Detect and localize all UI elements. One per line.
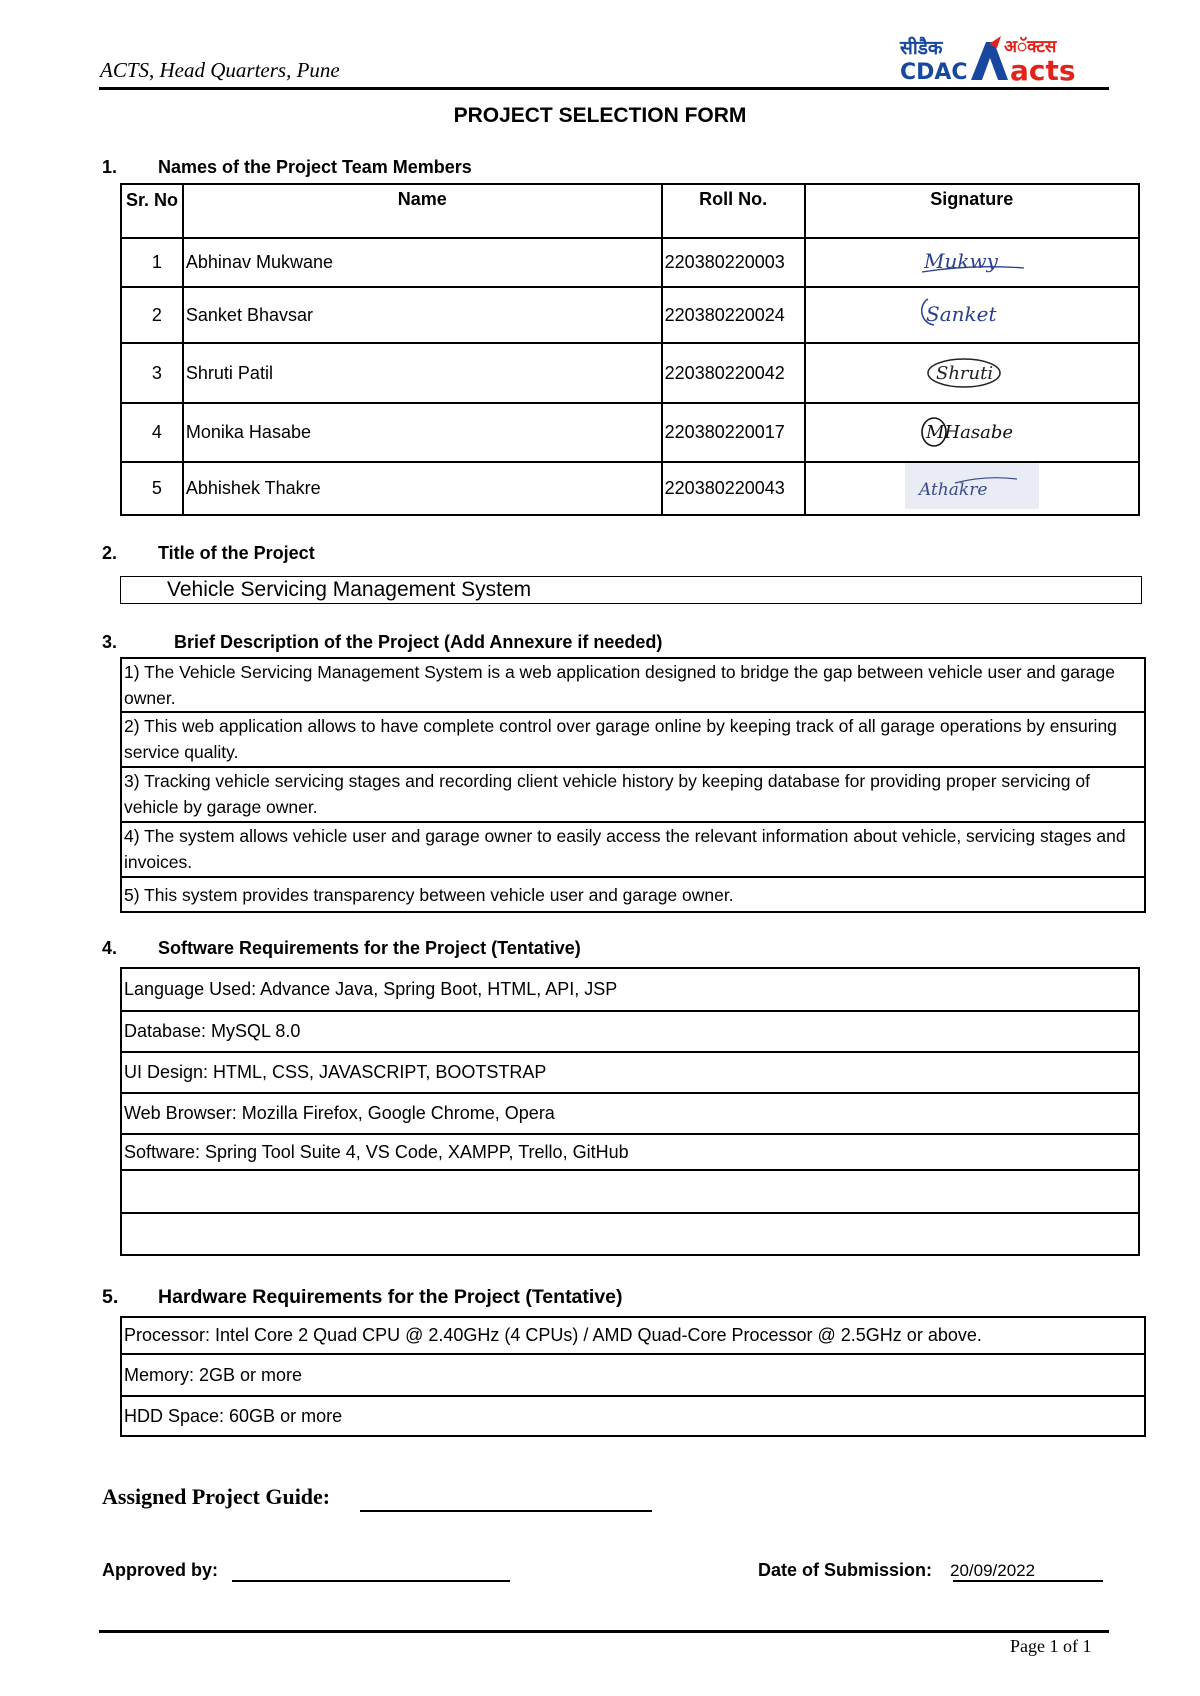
description-item: 2) This web application allows to have complete control over garage online by keeping track of all garage operations by ensuring service quality.: [121, 712, 1145, 767]
table-row: [121, 712, 1145, 767]
signature: [805, 403, 1139, 462]
hardware-item: Memory: 2GB or more: [121, 1354, 1145, 1396]
page-number: Page 1 of 1: [1010, 1636, 1092, 1656]
svg-text:Athakre: Athakre: [918, 480, 988, 500]
table-row: [121, 822, 1145, 877]
col-signature: Signature: [805, 184, 1139, 238]
software-item: [121, 1170, 1139, 1213]
section4-heading: 4. Software Requirements for the Project (Tentative): [102, 938, 581, 958]
svg-text:अॅक्टस: अॅक्टस: [1004, 37, 1057, 57]
software-item: Database: MySQL 8.0: [121, 1011, 1139, 1052]
table-row: [121, 1052, 1139, 1093]
member-name: Shruti Patil: [183, 343, 662, 403]
table-row: [121, 767, 1145, 822]
sr-no: 5: [121, 462, 183, 515]
svg-text:सीडैक: सीडैक: [900, 37, 943, 59]
col-roll-no: Roll No.: [662, 184, 805, 238]
svg-text:MHasabe: MHasabe: [925, 422, 1013, 443]
project-title-field: [120, 576, 1142, 604]
signature: [805, 343, 1139, 403]
project-title: Vehicle Servicing Management System: [167, 578, 532, 601]
table-row: [121, 287, 1139, 343]
software-item: Software: Spring Tool Suite 4, VS Code, XAMPP, Trello, GitHub: [121, 1134, 1139, 1170]
section1-heading: 1. Names of the Project Team Members: [102, 157, 472, 177]
roll-no: 220380220024: [662, 287, 805, 343]
table-row: [121, 1396, 1145, 1436]
table-row: [121, 462, 1139, 515]
table-row: [121, 1170, 1139, 1213]
section3-heading: 3. Brief Description of the Project (Add Annexure if needed): [102, 632, 663, 652]
software-item: [121, 1213, 1139, 1255]
signature: [805, 287, 1139, 343]
sr-no: 4: [121, 403, 183, 462]
software-requirements-table: [120, 967, 1140, 1256]
signature-image: [912, 293, 1032, 333]
sr-no: 2: [121, 287, 183, 343]
roll-no: 220380220003: [662, 238, 805, 287]
table-row: [121, 403, 1139, 462]
team-members-table: [120, 183, 1140, 516]
table-row: [121, 877, 1145, 912]
table-row: [121, 1134, 1139, 1170]
member-name: Abhishek Thakre: [183, 462, 662, 515]
signature: [805, 238, 1139, 287]
table-row: [121, 1011, 1139, 1052]
signature-image: [912, 410, 1032, 450]
software-item: Language Used: Advance Java, Spring Boot, HTML, API, JSP: [121, 968, 1139, 1011]
col-name: Name: [183, 184, 662, 238]
hardware-item: Processor: Intel Core 2 Quad CPU @ 2.40GHz (4 CPUs) / AMD Quad-Core Processor @ 2.5GHz or above.: [121, 1317, 1145, 1354]
description-item: 5) This system provides transparency between vehicle user and garage owner.: [121, 877, 1145, 912]
assigned-guide-label: Assigned Project Guide:: [102, 1484, 331, 1509]
approved-by-line: [232, 1580, 510, 1582]
table-row: [121, 1354, 1145, 1396]
svg-text:Mukwy: Mukwy: [923, 249, 998, 273]
footer-rule: [99, 1630, 1109, 1633]
table-row: [121, 1093, 1139, 1134]
submission-date-line: [953, 1580, 1103, 1582]
approved-by-label: Approved by:: [102, 1560, 219, 1580]
submission-date-value: 20/09/2022: [950, 1561, 1036, 1580]
table-row: [121, 238, 1139, 287]
organization-header: ACTS, Head Quarters, Pune: [100, 58, 340, 82]
svg-text:Sanket: Sanket: [925, 301, 997, 326]
roll-no: 220380220017: [662, 403, 805, 462]
sr-no: 3: [121, 343, 183, 403]
description-item: 1) The Vehicle Servicing Management System is a web application designed to bridge the gap between vehicle user and garage owner.: [121, 658, 1145, 712]
submission-date-label: Date of Submission:: [758, 1560, 933, 1580]
section5-heading: 5. Hardware Requirements for the Project (Tentative): [102, 1286, 623, 1308]
table-row: [121, 1317, 1145, 1354]
member-name: Monika Hasabe: [183, 403, 662, 462]
description-item: 4) The system allows vehicle user and garage owner to easily access the relevant information about vehicle, servicing stages and invoices.: [121, 822, 1145, 877]
svg-text:acts: acts: [1010, 54, 1076, 86]
roll-no: 220380220043: [662, 462, 805, 515]
description-table: [120, 657, 1146, 913]
roll-no: 220380220042: [662, 343, 805, 403]
cdac-acts-logo: [898, 34, 1088, 86]
section2-heading: 2. Title of the Project: [102, 543, 315, 563]
table-row: [121, 343, 1139, 403]
table-row: [121, 658, 1145, 712]
member-name: Sanket Bhavsar: [183, 287, 662, 343]
signature: [805, 462, 1139, 515]
hardware-requirements-table: [120, 1316, 1146, 1437]
sr-no: 1: [121, 238, 183, 287]
signature-image: [912, 242, 1032, 278]
svg-text:CDAC: CDAC: [900, 60, 968, 85]
table-row: [121, 968, 1139, 1011]
member-name: Abhinav Mukwane: [183, 238, 662, 287]
software-item: Web Browser: Mozilla Firefox, Google Chrome, Opera: [121, 1093, 1139, 1134]
guide-signature-line: [360, 1510, 652, 1512]
description-item: 3) Tracking vehicle servicing stages and recording client vehicle history by keeping database for providing proper servicing of vehicle by garage owner.: [121, 767, 1145, 822]
software-item: UI Design: HTML, CSS, JAVASCRIPT, BOOTSTRAP: [121, 1052, 1139, 1093]
form-title: PROJECT SELECTION FORM: [453, 104, 747, 127]
hardware-item: HDD Space: 60GB or more: [121, 1396, 1145, 1436]
team-table-header: [121, 184, 1139, 238]
header-rule: [99, 87, 1109, 90]
signature-image: [905, 463, 1039, 509]
svg-text:Shruti: Shruti: [935, 362, 993, 384]
table-row: [121, 1213, 1139, 1255]
signature-image: [912, 351, 1032, 391]
col-sr-no: Sr. No: [121, 184, 183, 238]
